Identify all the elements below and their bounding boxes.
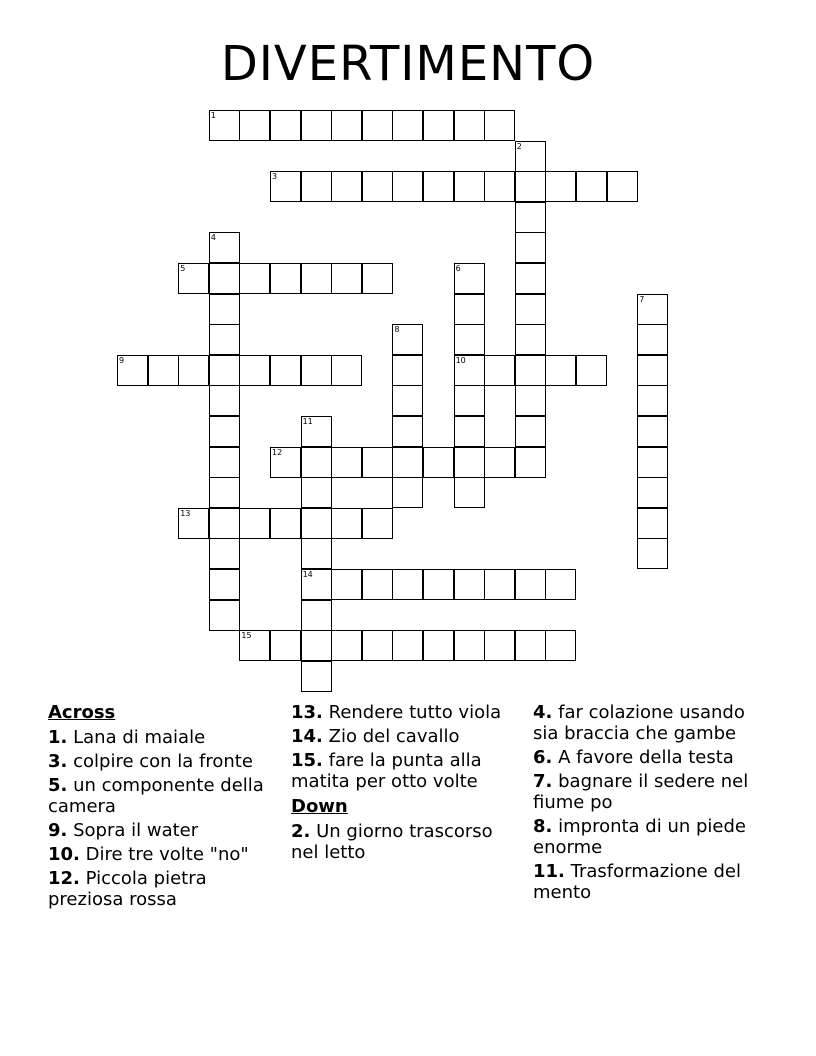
grid-cell[interactable] <box>209 355 240 386</box>
grid-cell[interactable] <box>301 538 332 569</box>
grid-cell[interactable] <box>331 508 362 539</box>
clue-number: 13 <box>180 508 191 518</box>
grid-cell[interactable] <box>423 630 454 661</box>
clues-column-1 <box>48 702 283 913</box>
clue-across-3: 3. colpire con la fronte <box>48 751 253 772</box>
grid-cell[interactable] <box>331 569 362 600</box>
down-heading: Down <box>291 796 348 817</box>
grid-cell[interactable] <box>454 477 485 508</box>
grid-cell[interactable] <box>484 447 515 478</box>
grid-cell[interactable] <box>637 355 668 386</box>
grid-cell[interactable] <box>545 630 576 661</box>
grid-cell[interactable] <box>209 232 240 263</box>
grid-cell[interactable] <box>515 630 546 661</box>
clue-number: 10 <box>455 355 466 365</box>
clue-across-13: 13. Rendere tutto viola <box>291 702 502 723</box>
clue-across-9: 9. Sopra il water <box>48 820 199 841</box>
grid-cell[interactable] <box>545 355 576 386</box>
grid-cell[interactable] <box>423 569 454 600</box>
grid-cell[interactable] <box>362 508 393 539</box>
grid-cell[interactable] <box>515 416 546 447</box>
grid-cell[interactable] <box>148 355 179 386</box>
grid-cell[interactable] <box>362 569 393 600</box>
grid-cell[interactable] <box>331 171 362 202</box>
grid-cell[interactable] <box>209 294 240 325</box>
clue-number: 2 <box>516 141 522 151</box>
grid-cell[interactable] <box>301 569 332 600</box>
grid-cell[interactable] <box>515 263 546 294</box>
grid-cell[interactable] <box>209 569 240 600</box>
grid-cell[interactable] <box>301 508 332 539</box>
grid-cell[interactable] <box>239 263 270 294</box>
clue-down-4: 4. far colazione usando sia braccia che gambe <box>533 702 745 744</box>
clue-number: 15 <box>241 631 252 641</box>
grid-cell[interactable] <box>270 263 301 294</box>
grid-cell[interactable] <box>239 110 270 141</box>
grid-cell[interactable] <box>117 355 148 386</box>
grid-cell[interactable] <box>454 569 485 600</box>
clues-column-3 <box>533 702 768 906</box>
grid-cell[interactable] <box>209 477 240 508</box>
grid-cell[interactable] <box>392 110 423 141</box>
grid-cell[interactable] <box>362 171 393 202</box>
grid-cell[interactable] <box>515 447 546 478</box>
grid-cell[interactable] <box>209 385 240 416</box>
clues-column-2 <box>291 702 516 866</box>
grid-cell[interactable] <box>637 477 668 508</box>
clue-across-1: 1. Lana di maiale <box>48 727 206 748</box>
grid-cell[interactable] <box>454 630 485 661</box>
clue-down-8: 8. impronta di un piede enorme <box>533 816 746 858</box>
grid-cell[interactable] <box>515 569 546 600</box>
grid-cell[interactable] <box>362 447 393 478</box>
grid-cell[interactable] <box>392 569 423 600</box>
grid-cell[interactable] <box>454 294 485 325</box>
grid-cell[interactable] <box>209 110 240 141</box>
grid-cell[interactable] <box>515 141 546 172</box>
clue-number: 4 <box>210 233 216 243</box>
grid-cell[interactable] <box>178 508 209 539</box>
grid-cell[interactable] <box>454 416 485 447</box>
grid-cell[interactable] <box>301 416 332 447</box>
grid-cell[interactable] <box>209 416 240 447</box>
grid-cell[interactable] <box>362 263 393 294</box>
grid-cell[interactable] <box>301 171 332 202</box>
grid-cell[interactable] <box>209 263 240 294</box>
grid-cell[interactable] <box>423 171 454 202</box>
clue-number: 5 <box>180 264 186 273</box>
grid-cell[interactable] <box>637 538 668 569</box>
grid-cell[interactable] <box>301 630 332 661</box>
grid-cell[interactable] <box>423 110 454 141</box>
grid-cell[interactable] <box>637 324 668 355</box>
grid-cell[interactable] <box>362 110 393 141</box>
grid-cell[interactable] <box>637 447 668 478</box>
grid-cell[interactable] <box>454 110 485 141</box>
clue-across-14: 14. Zio del cavallo <box>291 726 460 747</box>
grid-cell[interactable] <box>331 630 362 661</box>
grid-cell[interactable] <box>270 355 301 386</box>
grid-cell[interactable] <box>515 385 546 416</box>
clue-number: 12 <box>272 447 283 457</box>
clue-down-6: 6. A favore della testa <box>533 747 734 768</box>
grid-cell[interactable] <box>209 324 240 355</box>
grid-cell[interactable] <box>637 294 668 325</box>
grid-cell[interactable] <box>515 294 546 325</box>
clue-number: 7 <box>639 294 645 304</box>
grid-cell[interactable] <box>209 508 240 539</box>
grid-cell[interactable] <box>454 324 485 355</box>
grid-cell[interactable] <box>301 477 332 508</box>
grid-cell[interactable] <box>454 355 485 386</box>
grid-cell[interactable] <box>301 600 332 631</box>
grid-cell[interactable] <box>392 355 423 386</box>
grid-cell[interactable] <box>392 324 423 355</box>
clue-number: 11 <box>302 417 313 426</box>
grid-cell[interactable] <box>270 630 301 661</box>
grid-cell[interactable] <box>209 538 240 569</box>
clue-number: 1 <box>210 111 216 120</box>
clue-across-12: 12. Piccola pietra preziosa rossa <box>48 868 207 910</box>
grid-cell[interactable] <box>392 477 423 508</box>
clue-across-10: 10. Dire tre volte "no" <box>48 844 249 865</box>
clue-down-11: 11. Trasformazione del mento <box>533 861 741 903</box>
grid-cell[interactable] <box>331 263 362 294</box>
grid-cell[interactable] <box>484 110 515 141</box>
clue-number: 9 <box>119 355 125 365</box>
grid-cell[interactable] <box>515 171 546 202</box>
grid-cell[interactable] <box>545 171 576 202</box>
grid-cell[interactable] <box>423 447 454 478</box>
grid-cell[interactable] <box>454 385 485 416</box>
grid-cell[interactable] <box>331 447 362 478</box>
grid-cell[interactable] <box>239 355 270 386</box>
grid-cell[interactable] <box>484 355 515 386</box>
grid-cell[interactable] <box>392 171 423 202</box>
grid-cell[interactable] <box>392 416 423 447</box>
across-heading: Across <box>48 702 116 723</box>
grid-cell[interactable] <box>239 508 270 539</box>
grid-cell[interactable] <box>392 447 423 478</box>
clue-number: 6 <box>455 264 461 273</box>
grid-cell[interactable] <box>209 600 240 631</box>
grid-cell[interactable] <box>331 110 362 141</box>
grid-cell[interactable] <box>576 355 607 386</box>
clue-down-2: 2. Un giorno trascorso nel letto <box>291 821 493 863</box>
grid-cell[interactable] <box>484 171 515 202</box>
grid-cell[interactable] <box>301 263 332 294</box>
grid-cell[interactable] <box>301 447 332 478</box>
grid-cell[interactable] <box>484 630 515 661</box>
grid-cell[interactable] <box>301 355 332 386</box>
grid-cell[interactable] <box>515 355 546 386</box>
grid-cell[interactable] <box>362 630 393 661</box>
grid-cell[interactable] <box>637 416 668 447</box>
grid-cell[interactable] <box>392 630 423 661</box>
clue-number: 8 <box>394 325 400 335</box>
grid-cell[interactable] <box>576 171 607 202</box>
grid-cell[interactable] <box>637 385 668 416</box>
clue-number: 3 <box>272 172 278 182</box>
grid-cell[interactable] <box>270 508 301 539</box>
grid-cell[interactable] <box>454 447 485 478</box>
grid-cell[interactable] <box>270 447 301 478</box>
clue-across-5: 5. un componente della camera <box>48 775 264 817</box>
grid-cell[interactable] <box>454 263 485 294</box>
grid-cell[interactable] <box>301 661 332 692</box>
grid-cell[interactable] <box>209 447 240 478</box>
grid-cell[interactable] <box>515 232 546 263</box>
clue-number: 14 <box>302 570 313 579</box>
grid-cell[interactable] <box>637 508 668 539</box>
puzzle-title: DIVERTIMENTO <box>220 36 596 92</box>
grid-cell[interactable] <box>607 171 638 202</box>
grid-cell[interactable] <box>270 110 301 141</box>
grid-cell[interactable] <box>301 110 332 141</box>
grid-cell[interactable] <box>178 355 209 386</box>
grid-cell[interactable] <box>270 171 301 202</box>
grid-cell[interactable] <box>515 202 546 233</box>
grid-cell[interactable] <box>239 630 270 661</box>
grid-cell[interactable] <box>178 263 209 294</box>
grid-cell[interactable] <box>515 324 546 355</box>
grid-cell[interactable] <box>392 385 423 416</box>
clue-across-15: 15. fare la punta alla matita per otto volte <box>291 750 482 792</box>
grid-cell[interactable] <box>545 569 576 600</box>
grid-cell[interactable] <box>454 171 485 202</box>
grid-cell[interactable] <box>484 569 515 600</box>
clue-down-7: 7. bagnare il sedere nel fiume po <box>533 771 749 813</box>
grid-cell[interactable] <box>331 355 362 386</box>
